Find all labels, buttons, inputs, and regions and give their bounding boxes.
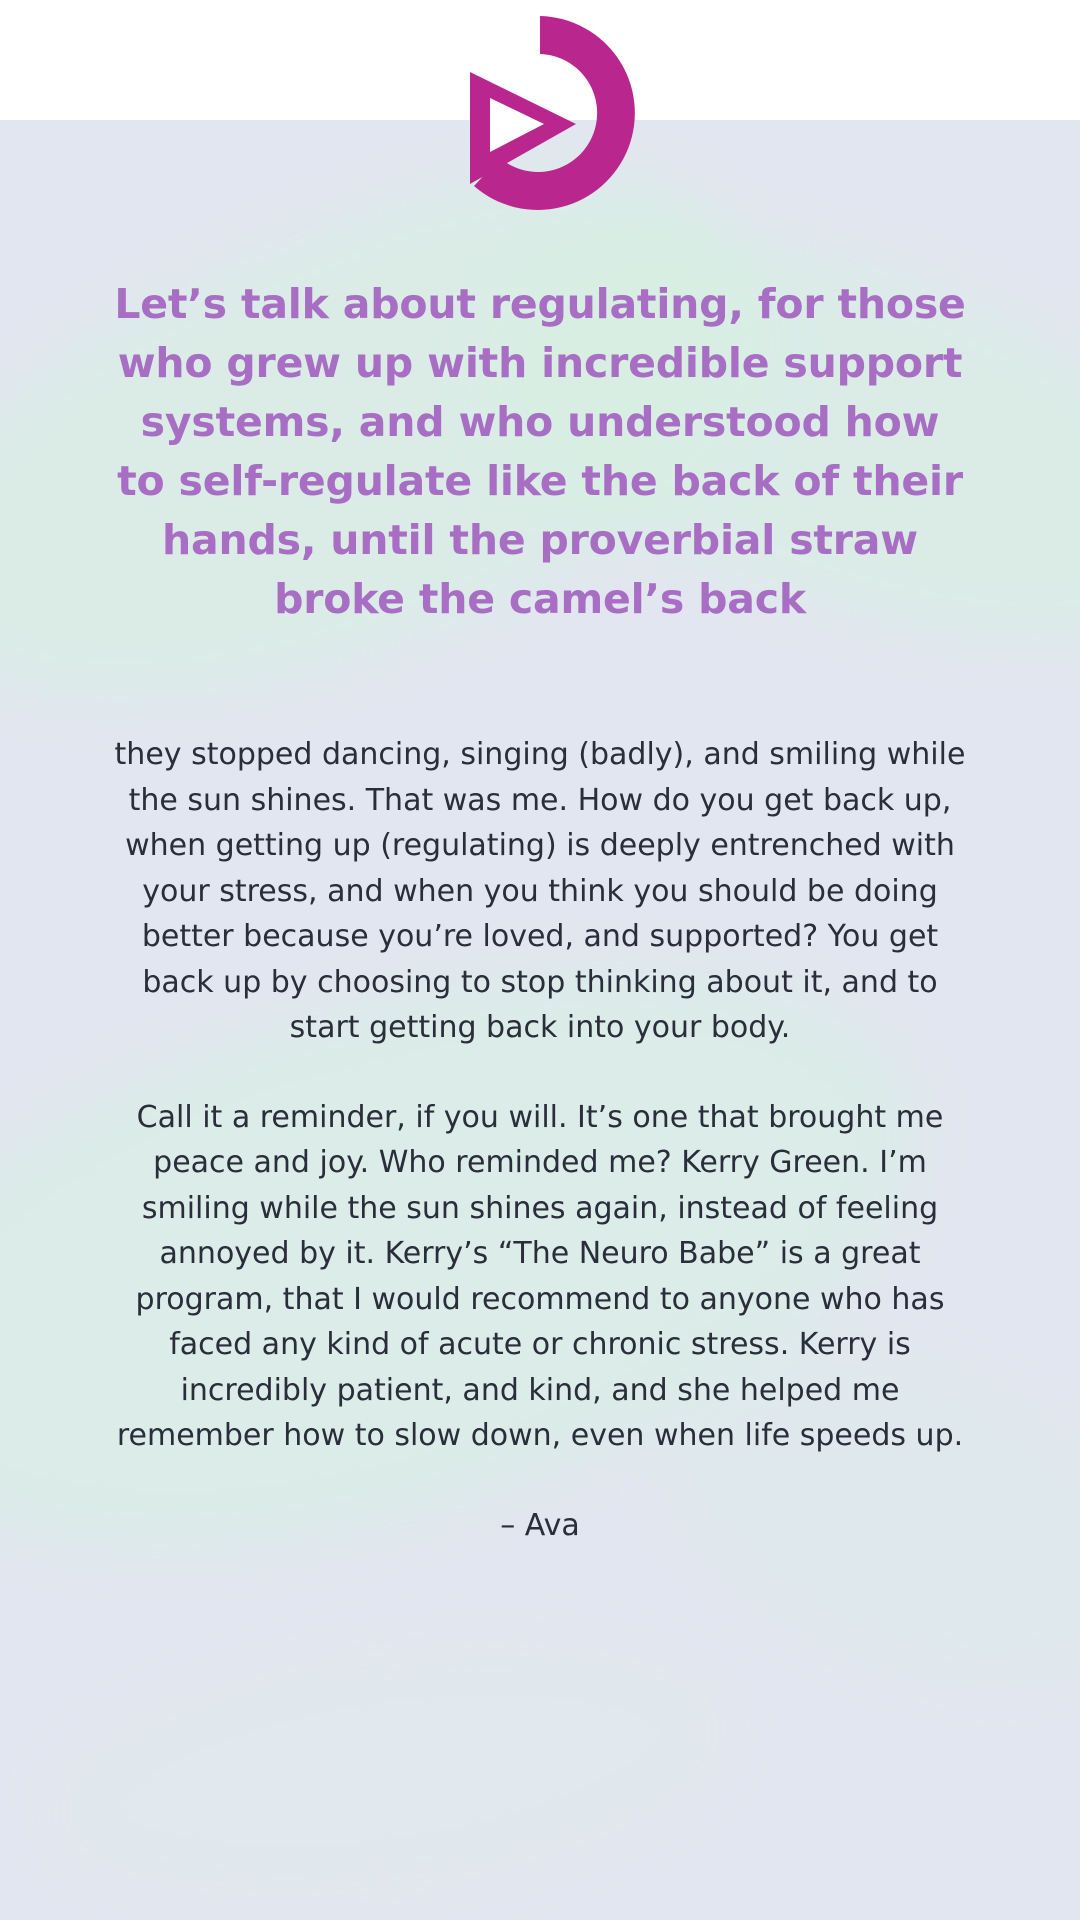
body-paragraph: they stopped dancing, singing (badly), and smiling while the sun shines. That was me. How do you get back up, when getting up (regulating) is deeply entrenched with your stress, and when you think you should be doing better because you’re loved, and supported? You get back up by choosing to stop thinking about it, and to start getting back into your body. — [114, 737, 966, 1045]
background-wash-shape — [25, 1593, 754, 1920]
signature: – Ava — [500, 1507, 580, 1543]
post-body — [0, 732, 1080, 1548]
post-content — [0, 120, 1080, 1548]
body-paragraph: Call it a reminder, if you will. It’s one that brought me peace and joy. Who reminded me? Kerry Green. I’m smiling while the sun shines again, instead of feeling annoyed by it. Kerry’s “The Neuro Babe” is a great program, that I would recommend to anyone who has faced any kind of acute or chronic stress. Kerry is incredibly patient, and kind, and she helped me remember how to slow down, even when life speeds up. — [116, 1099, 964, 1453]
page-title: Let’s talk about regulating, for those who grew up with incredible support systems, and who understood how to self-regulate like the back of their hands, until the proverbial straw broke the camel’s back — [114, 280, 966, 623]
